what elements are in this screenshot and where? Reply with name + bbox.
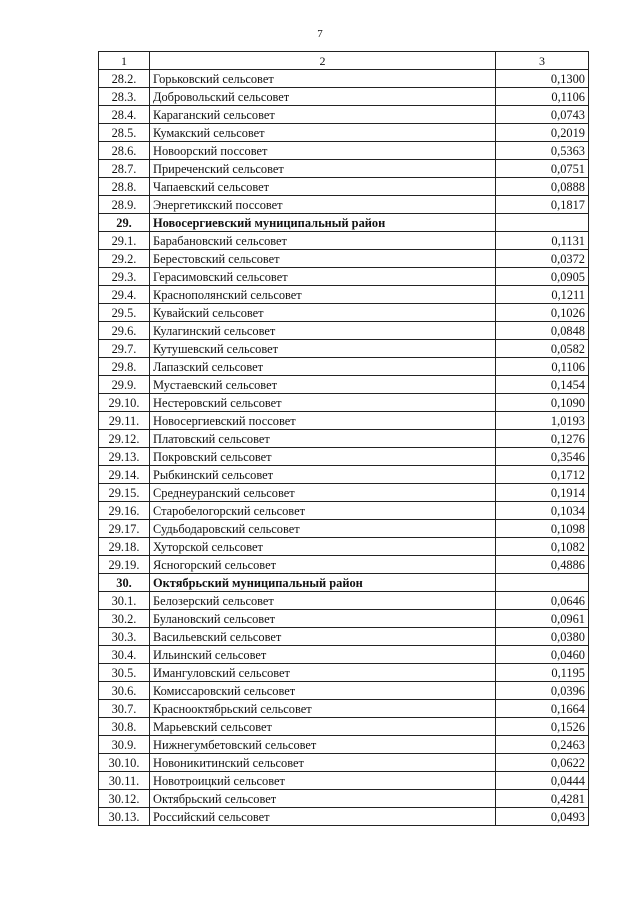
row-number-cell: 30.3.: [99, 628, 150, 646]
row-name-cell: Берестовский сельсовет: [150, 250, 496, 268]
table-row: [99, 106, 589, 124]
row-value-cell: 0,0444: [496, 772, 589, 790]
row-name-cell: Кумакский сельсовет: [150, 124, 496, 142]
row-name-cell: Новотроицкий сельсовет: [150, 772, 496, 790]
row-value-cell: 0,3546: [496, 448, 589, 466]
row-number-cell: 30.2.: [99, 610, 150, 628]
row-value-cell: 0,1082: [496, 538, 589, 556]
row-number-cell: 29.12.: [99, 430, 150, 448]
table-row: [99, 646, 589, 664]
column-header-name: 2: [150, 52, 496, 70]
row-value-cell: 0,1106: [496, 358, 589, 376]
row-value-cell: 0,5363: [496, 142, 589, 160]
table-row: [99, 304, 589, 322]
row-number-cell: 30.5.: [99, 664, 150, 682]
row-name-cell: Новоникитинский сельсовет: [150, 754, 496, 772]
row-number-cell: 30.8.: [99, 718, 150, 736]
page-number: 7: [317, 28, 323, 40]
table-row: [99, 484, 589, 502]
row-value-cell: 0,1300: [496, 70, 589, 88]
row-number-cell: 28.8.: [99, 178, 150, 196]
row-value-cell: 0,1026: [496, 304, 589, 322]
table-row: [99, 232, 589, 250]
table-row: [99, 718, 589, 736]
row-name-cell: Мустаевский сельсовет: [150, 376, 496, 394]
row-value-cell: [496, 214, 589, 232]
table-group-row: [99, 214, 589, 232]
row-number-cell: 30.12.: [99, 790, 150, 808]
table-row: [99, 196, 589, 214]
table-row: [99, 790, 589, 808]
row-number-cell: 28.6.: [99, 142, 150, 160]
row-value-cell: 0,4886: [496, 556, 589, 574]
table-row: [99, 682, 589, 700]
table-group-row: [99, 574, 589, 592]
table-row: [99, 358, 589, 376]
row-value-cell: 0,0493: [496, 808, 589, 826]
row-number-cell: 29.5.: [99, 304, 150, 322]
row-value-cell: 0,2463: [496, 736, 589, 754]
table-row: [99, 448, 589, 466]
row-name-cell: Российский сельсовет: [150, 808, 496, 826]
table-row: [99, 538, 589, 556]
table-row: [99, 610, 589, 628]
row-number-cell: 30.7.: [99, 700, 150, 718]
column-header-value: 3: [496, 52, 589, 70]
row-name-cell: Нестеровский сельсовет: [150, 394, 496, 412]
row-value-cell: 0,2019: [496, 124, 589, 142]
row-number-cell: 30.9.: [99, 736, 150, 754]
row-number-cell: 30.: [99, 574, 150, 592]
row-value-cell: 0,0372: [496, 250, 589, 268]
row-number-cell: 30.13.: [99, 808, 150, 826]
row-name-cell: Краснооктябрьский сельсовет: [150, 700, 496, 718]
table-row: [99, 178, 589, 196]
table-row: [99, 142, 589, 160]
row-number-cell: 28.4.: [99, 106, 150, 124]
row-number-cell: 29.9.: [99, 376, 150, 394]
row-value-cell: 0,0751: [496, 160, 589, 178]
row-name-cell: Ильинский сельсовет: [150, 646, 496, 664]
row-number-cell: 29.2.: [99, 250, 150, 268]
row-value-cell: 0,0848: [496, 322, 589, 340]
row-value-cell: 0,1211: [496, 286, 589, 304]
row-name-cell: Октябрьский муниципальный район: [150, 574, 496, 592]
row-name-cell: Булановский сельсовет: [150, 610, 496, 628]
row-number-cell: 29.3.: [99, 268, 150, 286]
row-value-cell: 0,0622: [496, 754, 589, 772]
row-name-cell: Нижнегумбетовский сельсовет: [150, 736, 496, 754]
row-name-cell: Васильевский сельсовет: [150, 628, 496, 646]
row-name-cell: Приреченский сельсовет: [150, 160, 496, 178]
row-value-cell: 0,1454: [496, 376, 589, 394]
row-name-cell: Герасимовский сельсовет: [150, 268, 496, 286]
row-number-cell: 30.6.: [99, 682, 150, 700]
row-value-cell: 0,0646: [496, 592, 589, 610]
table-row: [99, 520, 589, 538]
row-value-cell: 0,1712: [496, 466, 589, 484]
table-row: [99, 340, 589, 358]
table-row: [99, 250, 589, 268]
table-row: [99, 556, 589, 574]
row-value-cell: 0,1098: [496, 520, 589, 538]
row-name-cell: Имангуловский сельсовет: [150, 664, 496, 682]
table-row: [99, 592, 589, 610]
row-value-cell: 0,1276: [496, 430, 589, 448]
table-row: [99, 160, 589, 178]
row-value-cell: 0,0905: [496, 268, 589, 286]
row-number-cell: 30.4.: [99, 646, 150, 664]
row-name-cell: Добровольский сельсовет: [150, 88, 496, 106]
table-row: [99, 754, 589, 772]
row-value-cell: 0,1131: [496, 232, 589, 250]
row-name-cell: Платовский сельсовет: [150, 430, 496, 448]
row-value-cell: 0,1195: [496, 664, 589, 682]
row-value-cell: 0,0888: [496, 178, 589, 196]
row-number-cell: 29.7.: [99, 340, 150, 358]
row-name-cell: Кутушевский сельсовет: [150, 340, 496, 358]
row-name-cell: Кулагинский сельсовет: [150, 322, 496, 340]
row-name-cell: Караганский сельсовет: [150, 106, 496, 124]
table-row: [99, 70, 589, 88]
row-value-cell: 0,1914: [496, 484, 589, 502]
row-number-cell: 29.15.: [99, 484, 150, 502]
row-name-cell: Ясногорский сельсовет: [150, 556, 496, 574]
table-row: [99, 502, 589, 520]
row-number-cell: 29.13.: [99, 448, 150, 466]
row-number-cell: 28.9.: [99, 196, 150, 214]
table-row: [99, 88, 589, 106]
table-row: [99, 808, 589, 826]
row-number-cell: 29.10.: [99, 394, 150, 412]
row-number-cell: 29.6.: [99, 322, 150, 340]
row-number-cell: 30.1.: [99, 592, 150, 610]
row-value-cell: 0,0961: [496, 610, 589, 628]
row-value-cell: 0,0582: [496, 340, 589, 358]
table-row: [99, 772, 589, 790]
table-row: [99, 394, 589, 412]
row-name-cell: Новоорский поссовет: [150, 142, 496, 160]
row-name-cell: Горьковский сельсовет: [150, 70, 496, 88]
table-row: [99, 376, 589, 394]
row-number-cell: 28.3.: [99, 88, 150, 106]
row-number-cell: 29.8.: [99, 358, 150, 376]
row-name-cell: Белозерский сельсовет: [150, 592, 496, 610]
row-value-cell: 0,0743: [496, 106, 589, 124]
row-value-cell: 0,1526: [496, 718, 589, 736]
table-row: [99, 124, 589, 142]
row-number-cell: 30.11.: [99, 772, 150, 790]
row-value-cell: 0,0380: [496, 628, 589, 646]
row-value-cell: 0,1090: [496, 394, 589, 412]
table-row: [99, 430, 589, 448]
row-name-cell: Марьевский сельсовет: [150, 718, 496, 736]
table-row: [99, 628, 589, 646]
row-name-cell: Среднеуранский сельсовет: [150, 484, 496, 502]
table-row: [99, 664, 589, 682]
table-row: [99, 286, 589, 304]
row-name-cell: Комиссаровский сельсовет: [150, 682, 496, 700]
table-body: [99, 70, 589, 826]
row-name-cell: Хуторской сельсовет: [150, 538, 496, 556]
row-name-cell: Рыбкинский сельсовет: [150, 466, 496, 484]
row-name-cell: Новосергиевский муниципальный район: [150, 214, 496, 232]
row-number-cell: 28.2.: [99, 70, 150, 88]
row-name-cell: Чапаевский сельсовет: [150, 178, 496, 196]
table-row: [99, 700, 589, 718]
row-name-cell: Октябрьский сельсовет: [150, 790, 496, 808]
row-number-cell: 29.4.: [99, 286, 150, 304]
table-row: [99, 466, 589, 484]
allocation-table: [98, 51, 589, 826]
table-row: [99, 736, 589, 754]
row-value-cell: 0,4281: [496, 790, 589, 808]
row-value-cell: 0,1664: [496, 700, 589, 718]
row-value-cell: 0,1034: [496, 502, 589, 520]
table-row: [99, 268, 589, 286]
row-value-cell: 0,0396: [496, 682, 589, 700]
row-name-cell: Барабановский сельсовет: [150, 232, 496, 250]
row-number-cell: 29.19.: [99, 556, 150, 574]
row-name-cell: Новосергиевский поссовет: [150, 412, 496, 430]
table-row: [99, 322, 589, 340]
row-number-cell: 29.11.: [99, 412, 150, 430]
row-number-cell: 29.1.: [99, 232, 150, 250]
row-name-cell: Краснополянский сельсовет: [150, 286, 496, 304]
row-number-cell: 28.7.: [99, 160, 150, 178]
row-number-cell: 28.5.: [99, 124, 150, 142]
row-number-cell: 29.16.: [99, 502, 150, 520]
row-value-cell: 0,1817: [496, 196, 589, 214]
row-name-cell: Покровский сельсовет: [150, 448, 496, 466]
column-header-number: 1: [99, 52, 150, 70]
table-row: [99, 412, 589, 430]
row-value-cell: [496, 574, 589, 592]
row-number-cell: 29.: [99, 214, 150, 232]
row-name-cell: Лапазский сельсовет: [150, 358, 496, 376]
row-value-cell: 0,1106: [496, 88, 589, 106]
row-name-cell: Старобелогорский сельсовет: [150, 502, 496, 520]
row-name-cell: Кувайский сельсовет: [150, 304, 496, 322]
row-name-cell: Судьбодаровский сельсовет: [150, 520, 496, 538]
row-number-cell: 29.17.: [99, 520, 150, 538]
row-value-cell: 0,0460: [496, 646, 589, 664]
row-name-cell: Энергетикский поссовет: [150, 196, 496, 214]
table-header-row: [99, 52, 589, 70]
row-number-cell: 30.10.: [99, 754, 150, 772]
row-number-cell: 29.18.: [99, 538, 150, 556]
row-number-cell: 29.14.: [99, 466, 150, 484]
row-value-cell: 1,0193: [496, 412, 589, 430]
